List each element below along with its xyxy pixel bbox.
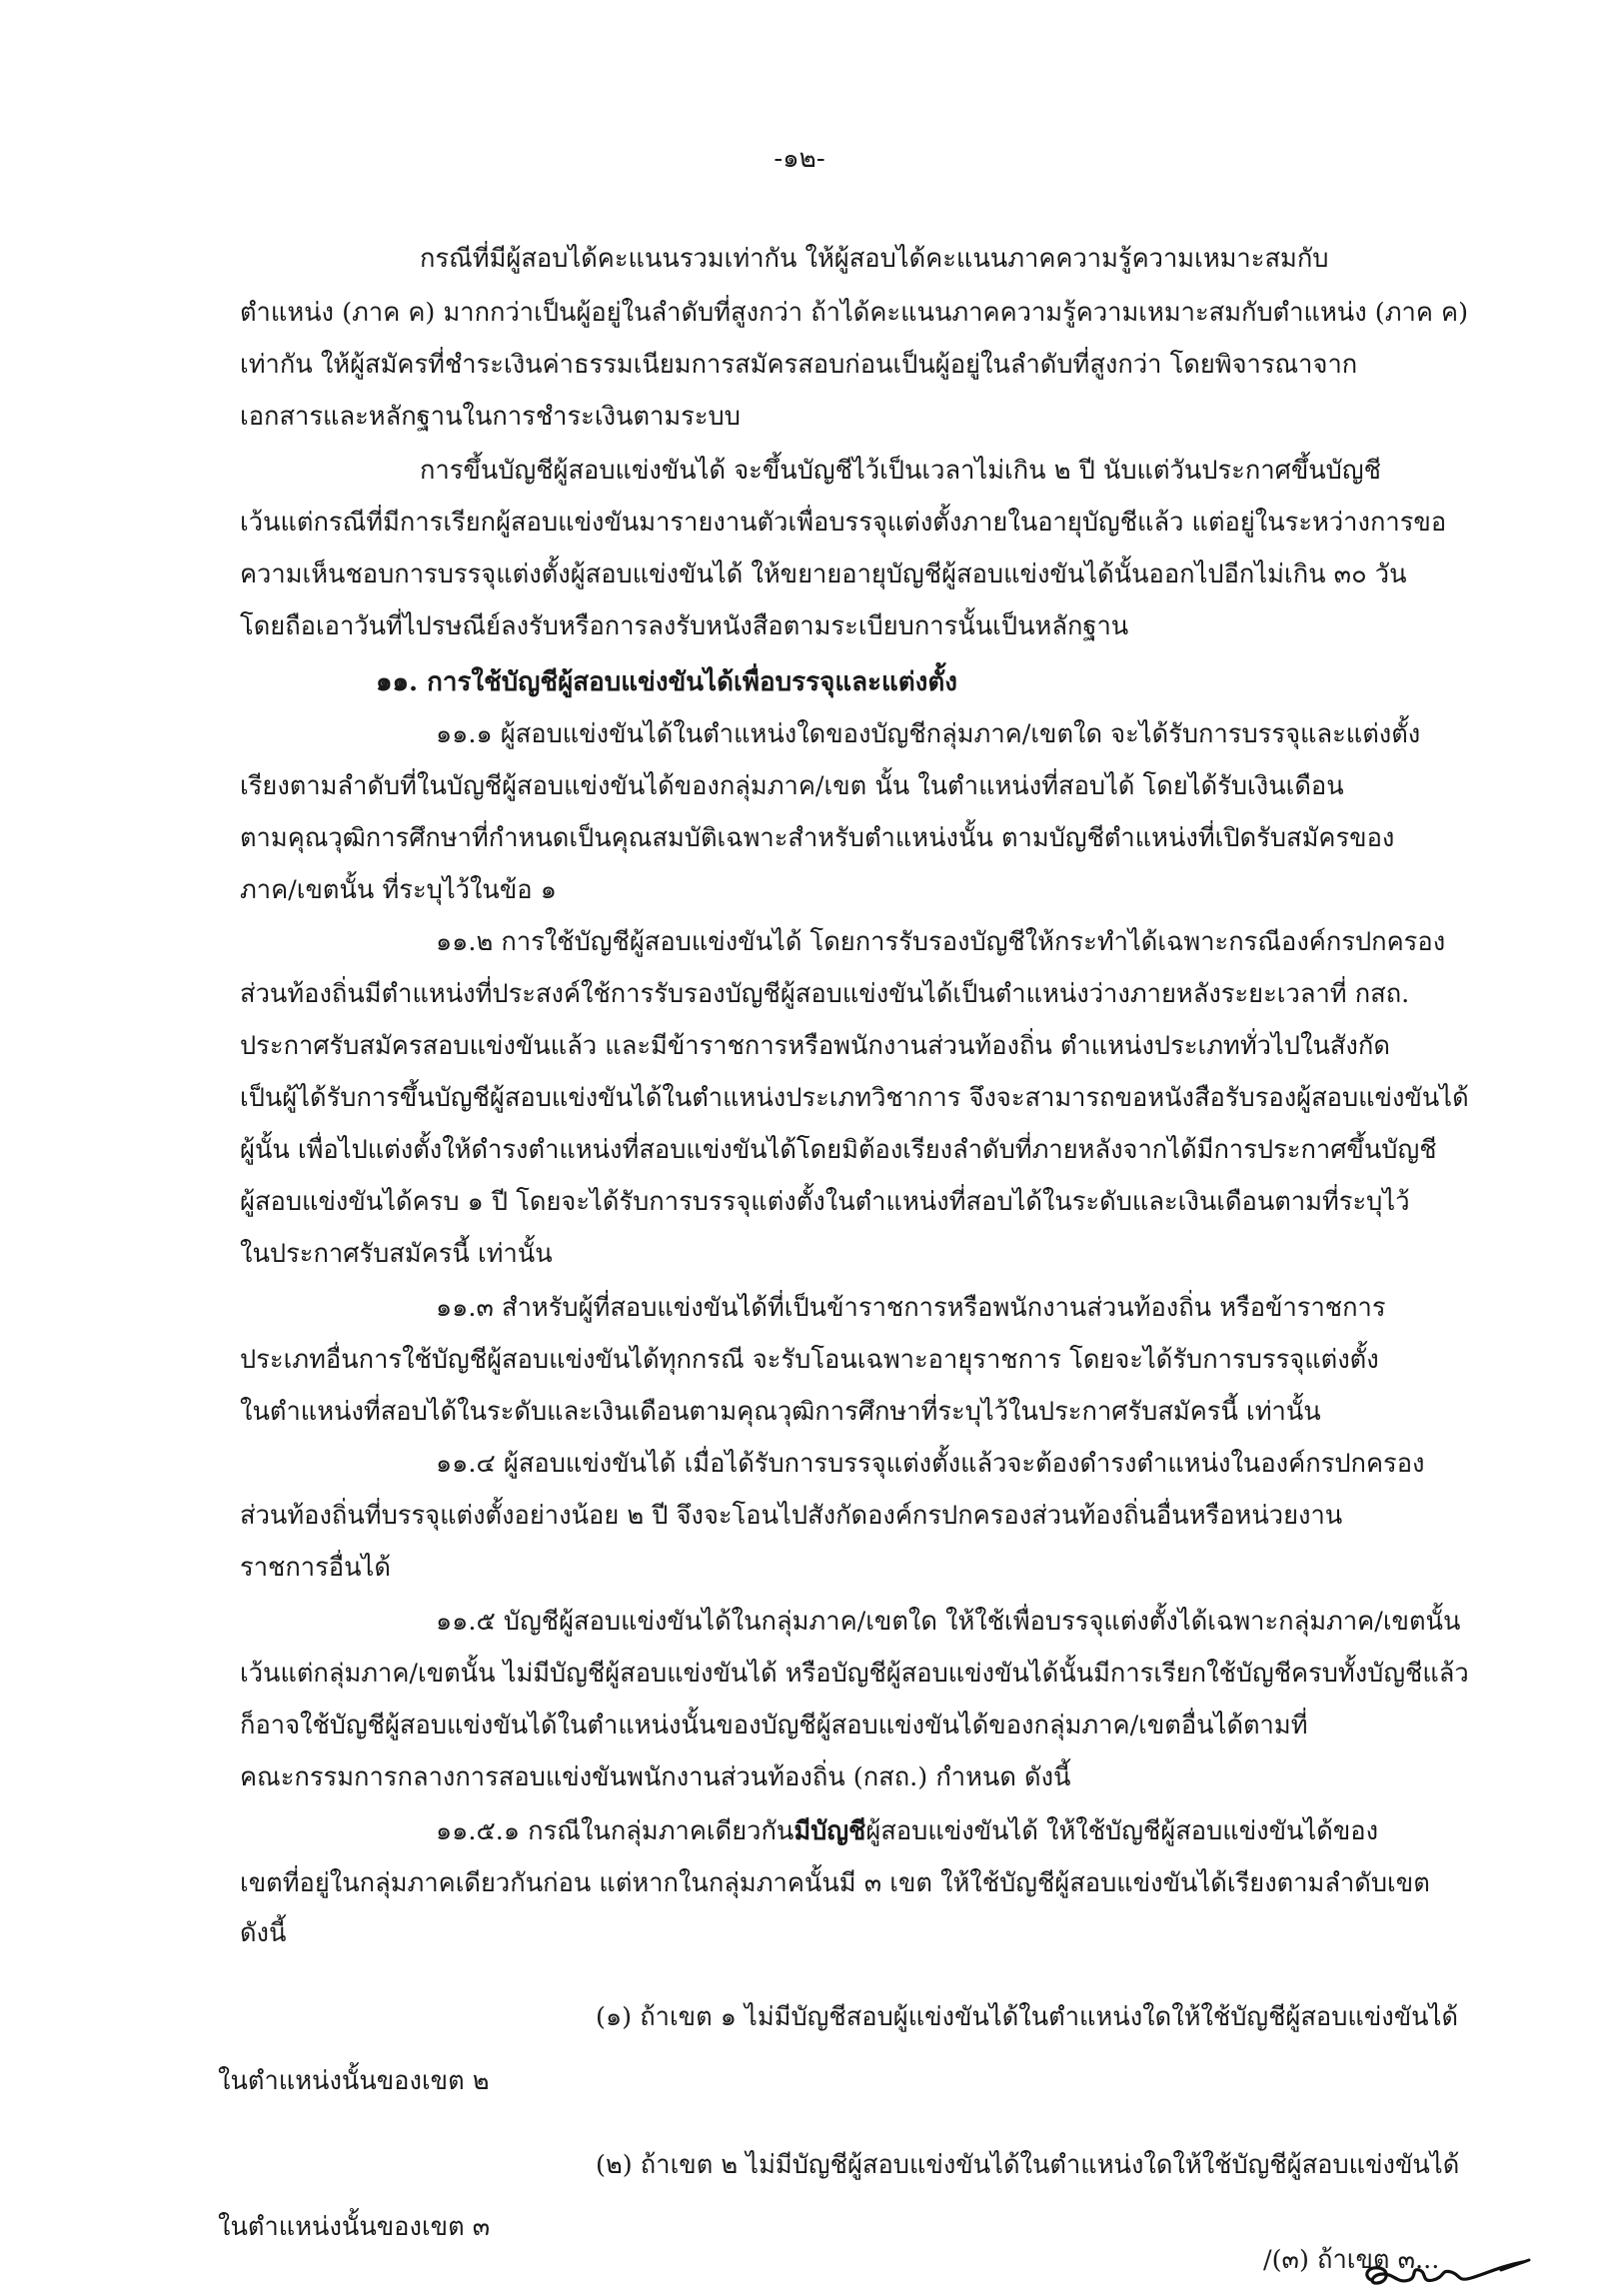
s11-2-line6: ผู้สอบแข่งขันได้ครบ ๑ ปี โดยจะได้รับการบรรจุแต่งตั้งในตำแหน่งที่สอบได้ในระดับและเงินเดือนตามที่ระบุไว้ — [240, 1187, 1410, 1217]
s11-5-line3: ก็อาจใช้บัญชีผู้สอบแข่งขันได้ในตำแหน่งนั้นของบัญชีผู้สอบแข่งขันได้ของกลุ่มภาค/เขตอื่นได้ตามที่ — [240, 1711, 1308, 1740]
s11-5-1-line3: ดังนี้ — [240, 1918, 287, 1948]
s11-1-line2: เรียงตามลำดับที่ในบัญชีผู้สอบแข่งขันได้ของกลุ่มภาค/เขต นั้น ในตำแหน่งที่สอบได้ โดยได้รับเงินเดือน — [240, 771, 1344, 801]
item2-line1: (๒) ถ้าเขต ๒ ไม่มีบัญชีผู้สอบแข่งขันได้ในตำแหน่งใดให้ใช้บัญชีผู้สอบแข่งขันได้ — [596, 2150, 1460, 2180]
s11-5-line1: ๑๑.๕ บัญชีผู้สอบแข่งขันได้ในกลุ่มภาค/เขตใด ให้ใช้เพื่อบรรจุแต่งตั้งได้เฉพาะกลุ่มภาค/เขตนั้น — [436, 1607, 1461, 1637]
s11-5-1-line2: เขตที่อยู่ในกลุ่มภาคเดียวกันก่อน แต่หากในกลุ่มภาคนั้นมี ๓ เขต ให้ใช้บัญชีผู้สอบแข่งขันได้เรียงตามลำดับเขต — [240, 1868, 1430, 1898]
item1-line2: ในตำแหน่งนั้นของเขต ๒ — [218, 2066, 490, 2096]
para2-line2: เว้นแต่กรณีที่มีการเรียกผู้สอบแข่งขันมารายงานตัวเพื่อบรรจุแต่งตั้งภายในอายุบัญชีแล้ว แต่อยู่ในระหว่างการขอ — [240, 508, 1447, 538]
para2-line4: โดยถือเอาวันที่ไปรษณีย์ลงรับหรือการลงรับหนังสือตามระเบียบการนั้นเป็นหลักฐาน — [240, 611, 1129, 641]
s11-1-line4: ภาค/เขตนั้น ที่ระบุไว้ในข้อ ๑ — [240, 875, 557, 905]
signature-initials — [1361, 2250, 1541, 2296]
para1-line3: เท่ากัน ให้ผู้สมัครที่ชำระเงินค่าธรรมเนียมการสมัครสอบก่อนเป็นผู้อยู่ในลำดับที่สูงกว่า โดยพิจารณาจาก — [240, 350, 1358, 380]
s11-2-line2: ส่วนท้องถิ่นมีตำแหน่งที่ประสงค์ใช้การรับรองบัญชีผู้สอบแข่งขันได้เป็นตำแหน่งว่างภายหลังระยะเวลาที่ กสถ. — [240, 979, 1410, 1009]
s11-5-1-bold: มีบัญชี — [794, 1816, 866, 1846]
para2-line1: การขึ้นบัญชีผู้สอบแข่งขันได้ จะขึ้นบัญชีไว้เป็นเวลาไม่เกิน ๒ ปี นับแต่วันประกาศขึ้นบัญชี — [420, 456, 1381, 486]
s11-2-line4: เป็นผู้ได้รับการขึ้นบัญชีผู้สอบแข่งขันได้ในตำแหน่งประเภทวิชาการ จึงจะสามารถขอหนังสือรับรองผู้สอบแข่งขันได้ — [240, 1083, 1469, 1113]
s11-2-line3: ประกาศรับสมัครสอบแข่งขันแล้ว และมีข้าราชการหรือพนักงานส่วนท้องถิ่น ตำแหน่งประเภททั่วไปในสังกัด — [240, 1031, 1390, 1061]
para1-line1: กรณีที่มีผู้สอบได้คะแนนรวมเท่ากัน ให้ผู้สอบได้คะแนนภาคความรู้ความเหมาะสมกับ — [420, 244, 1329, 274]
s11-5-1-rest: ผู้สอบแข่งขันได้ ให้ใช้บัญชีผู้สอบแข่งขันได้ของ — [865, 1816, 1379, 1846]
s11-1-line1: ๑๑.๑ ผู้สอบแข่งขันได้ในตำแหน่งใดของบัญชีกลุ่มภาค/เขตใด จะได้รับการบรรจุและแต่งตั้ง — [436, 719, 1421, 749]
s11-3-line3: ในตำแหน่งที่สอบได้ในระดับและเงินเดือนตามคุณวุฒิการศึกษาที่ระบุไว้ในประกาศรับสมัครนี้ เท่านั้น — [240, 1397, 1321, 1427]
s11-1-line3: ตามคุณวุฒิการศึกษาที่กำหนดเป็นคุณสมบัติเฉพาะสำหรับตำแหน่งนั้น ตามบัญชีตำแหน่งที่เปิดรับสมัครของ — [240, 823, 1395, 853]
item1-line1: (๑) ถ้าเขต ๑ ไม่มีบัญชีสอบผู้แข่งขันได้ในตำแหน่งใดให้ใช้บัญชีผู้สอบแข่งขันได้ — [596, 2002, 1459, 2032]
para1-line2: ตำแหน่ง (ภาค ค) มากกว่าเป็นผู้อยู่ในลำดับที่สูงกว่า ถ้าได้คะแนนภาคความรู้ความเหมาะสมกับตำแหน่ง (ภาค ค) — [240, 298, 1469, 328]
s11-4-line2: ส่วนท้องถิ่นที่บรรจุแต่งตั้งอย่างน้อย ๒ ปี จึงจะโอนไปสังกัดองค์กรปกครองส่วนท้องถิ่นอื่นหรือหน่วยงาน — [240, 1501, 1343, 1531]
continuation-note: /(๓) ถ้าเขต ๓... — [1263, 2245, 1440, 2275]
s11-2-line5: ผู้นั้น เพื่อไปแต่งตั้งให้ดำรงตำแหน่งที่สอบแข่งขันได้โดยมิต้องเรียงลำดับที่ภายหลังจากได้มีการประกาศขึ้นบัญชี — [240, 1135, 1437, 1165]
s11-2-line1: ๑๑.๒ การใช้บัญชีผู้สอบแข่งขันได้ โดยการรับรองบัญชีให้กระทำได้เฉพาะกรณีองค์กรปกครอง — [436, 927, 1446, 957]
s11-4-line1: ๑๑.๔ ผู้สอบแข่งขันได้ เมื่อได้รับการบรรจุแต่งตั้งแล้วจะต้องดำรงตำแหน่งในองค์กรปกครอง — [436, 1449, 1425, 1479]
s11-5-line4: คณะกรรมการกลางการสอบแข่งขันพนักงานส่วนท้องถิ่น (กสถ.) กำหนด ดังนี้ — [240, 1762, 1071, 1792]
para2-line3: ความเห็นชอบการบรรจุแต่งตั้งผู้สอบแข่งขันได้ ให้ขยายอายุบัญชีผู้สอบแข่งขันได้นั้นออกไปอีกไม่เกิน ๓๐ วัน — [240, 560, 1407, 589]
item2-line2: ในตำแหน่งนั้นของเขต ๓ — [218, 2212, 491, 2242]
section-11-heading: ๑๑. การใช้บัญชีผู้สอบแข่งขันได้เพื่อบรรจุและแต่งตั้ง — [376, 667, 957, 697]
s11-5-1-prefix: ๑๑.๕.๑ กรณีในกลุ่มภาคเดียวกัน — [436, 1816, 795, 1846]
page-number: -๑๒- — [774, 144, 825, 174]
s11-3-line2: ประเภทอื่นการใช้บัญชีผู้สอบแข่งขันได้ทุกกรณี จะรับโอนเฉพาะอายุราชการ โดยจะได้รับการบรรจุแต่งตั้ง — [240, 1345, 1379, 1375]
s11-2-line7: ในประกาศรับสมัครนี้ เท่านั้น — [240, 1239, 553, 1269]
s11-3-line1: ๑๑.๓ สำหรับผู้ที่สอบแข่งขันได้ที่เป็นข้าราชการหรือพนักงานส่วนท้องถิ่น หรือข้าราชการ — [436, 1293, 1386, 1323]
s11-4-line3: ราชการอื่นได้ — [240, 1553, 391, 1583]
s11-5-1-line1 — [436, 1804, 1378, 1858]
s11-5-line2: เว้นแต่กลุ่มภาค/เขตนั้น ไม่มีบัญชีผู้สอบแข่งขันได้ หรือบัญชีผู้สอบแข่งขันได้นั้นมีการเรียกใช้บัญชีครบทั้งบัญชีแล้ว — [240, 1659, 1469, 1689]
para1-line4: เอกสารและหลักฐานในการชำระเงินตามระบบ — [240, 402, 741, 432]
